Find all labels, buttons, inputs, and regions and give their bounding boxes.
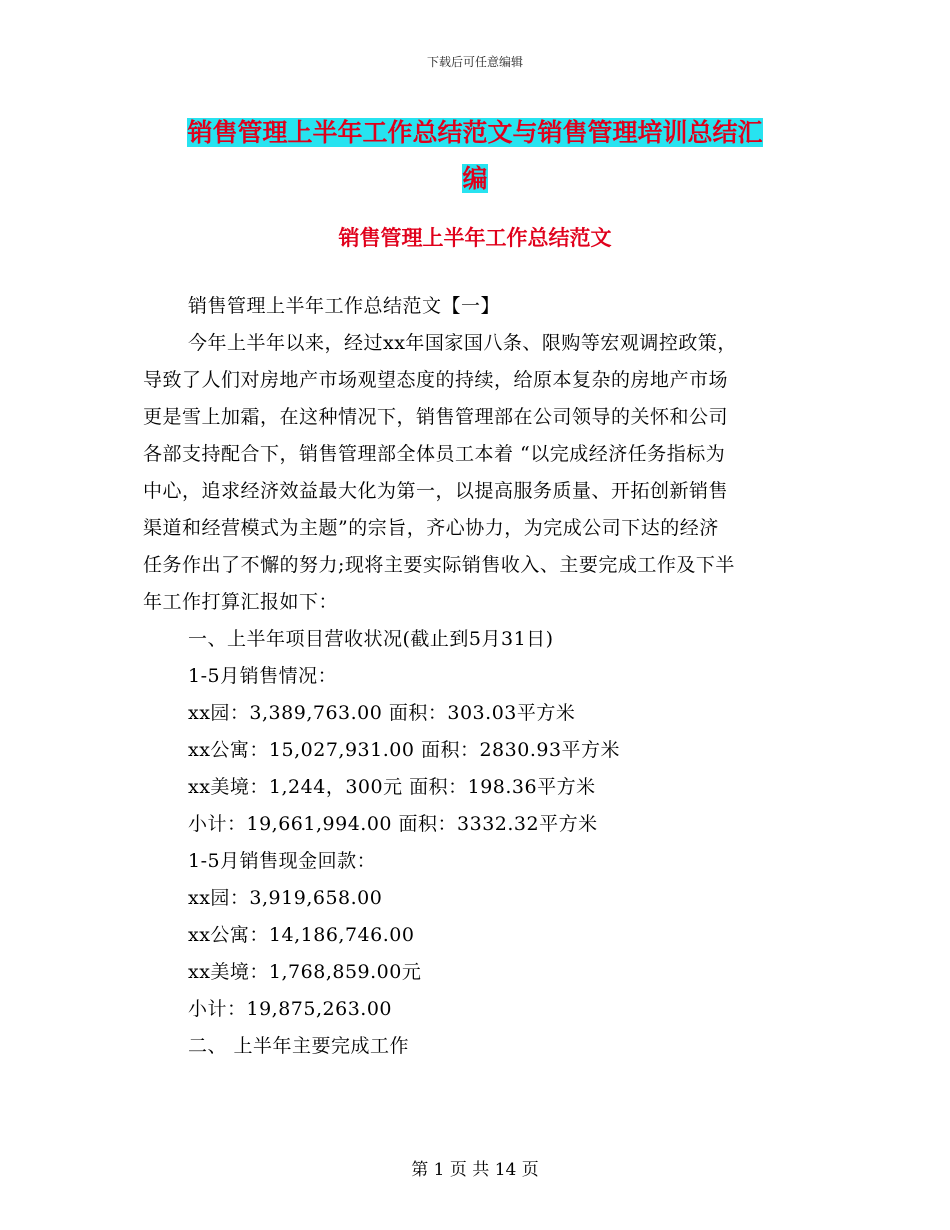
list-item: xx园：3,919,658.00 — [188, 887, 383, 909]
paragraph-line: 中心，追求经济效益最大化为第一，以提高服务质量、开拓创新销售 — [143, 480, 729, 502]
list-item: 1-5月销售情况： — [188, 665, 338, 687]
header-note: 下载后可任意编辑 — [426, 55, 523, 69]
paragraph-line: 更是雪上加霜，在这种情况下，销售管理部在公司领导的关怀和公司 — [143, 406, 729, 428]
list-item: xx公寓：15,027,931.00 面积：2830.93平方米 — [188, 739, 621, 761]
page-number: 第 1 页 共 14 页 — [411, 1160, 539, 1180]
paragraph-line: 年工作打算汇报如下： — [143, 591, 339, 613]
list-item: 小计：19,875,263.00 — [188, 998, 393, 1020]
paragraph-line: 导致了人们对房地产市场观望态度的持续，给原本复杂的房地产市场 — [143, 369, 729, 391]
paragraph-line: 渠道和经营模式为主题”的宗旨，齐心协力，为完成公司下达的经济 — [143, 517, 719, 539]
body-text — [143, 291, 803, 1068]
list-item: xx美境：1,768,859.00元 — [188, 961, 422, 983]
section-title: 销售管理上半年工作总结范文 — [338, 226, 612, 250]
list-item: 1-5月销售现金回款： — [188, 850, 377, 872]
paragraph-line: 任务作出了不懈的努力;现将主要实际销售收入、主要完成工作及下半 — [143, 554, 735, 576]
paragraph-line: 今年上半年以来，经过xx年国家国八条、限购等宏观调控政策， — [188, 332, 737, 354]
list-item: xx公寓：14,186,746.00 — [188, 924, 415, 946]
document-title — [140, 110, 810, 202]
list-item: xx美境：1,244，300元 面积：198.36平方米 — [188, 776, 596, 798]
list-item: xx园：3,389,763.00 面积：303.03平方米 — [188, 702, 576, 724]
list-item: 一、上半年项目营收状况(截止到5月31日) — [188, 628, 554, 650]
document-title-line-1: 销售管理上半年工作总结范文与销售管理培训总结汇 — [187, 118, 763, 147]
list-item: 二、 上半年主要完成工作 — [188, 1035, 410, 1057]
paragraph-line: 各部支持配合下，销售管理部全体员工本着 “以完成经济任务指标为 — [143, 443, 726, 465]
list-item: 小计：19,661,994.00 面积：3332.32平方米 — [188, 813, 598, 835]
subheading: 销售管理上半年工作总结范文【一】 — [188, 295, 501, 317]
document-title-line-2: 编 — [462, 164, 488, 193]
